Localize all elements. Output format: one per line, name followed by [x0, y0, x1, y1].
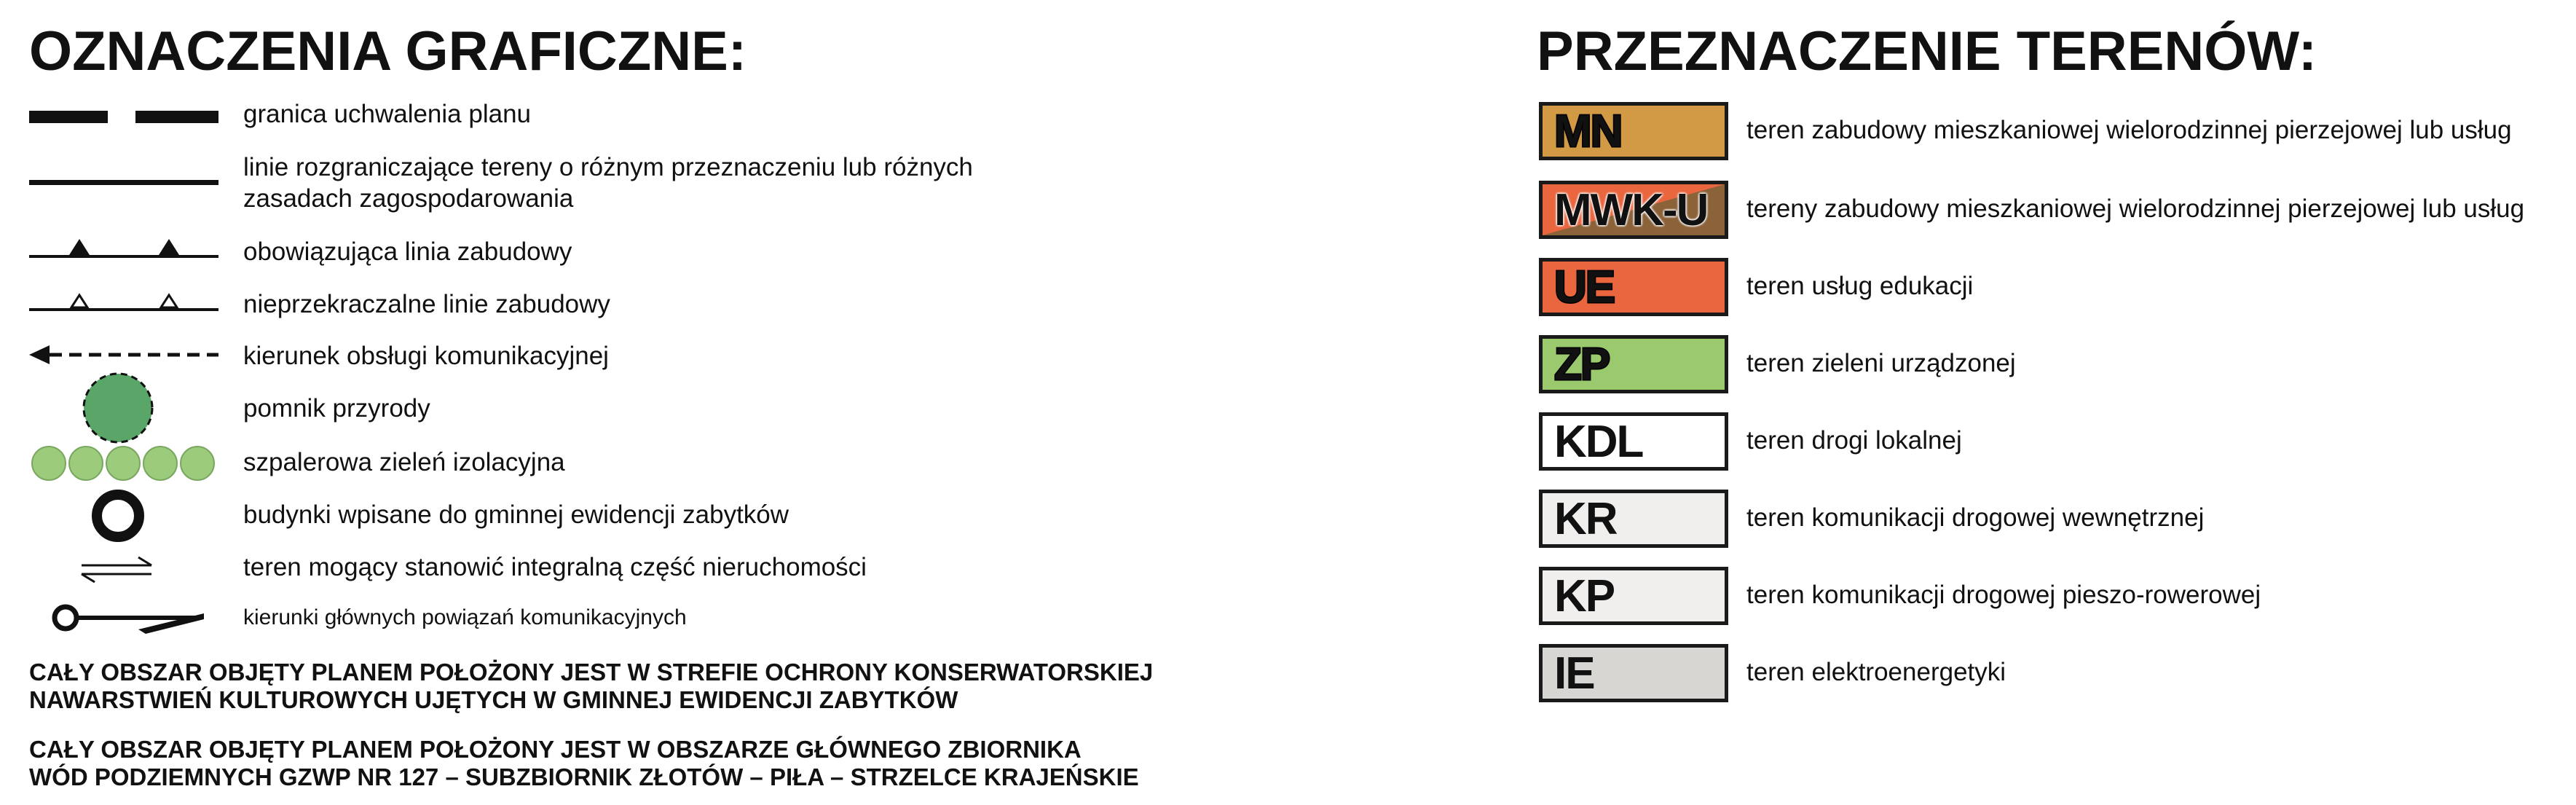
- solid-line-icon: [29, 178, 218, 188]
- groundwater-reservoir-note-cont: WÓD PODZIEMNYCH GZWP NR 127 – SUBZBIORNIK ZŁOTÓW – PIŁA – STRZELCE KRAJEŃSKIE: [29, 763, 1139, 790]
- land-use-code: MN: [1554, 106, 1622, 157]
- legend-label-heritage-buildings: budynki wpisane do gminnej ewidencji zabytków: [243, 500, 789, 529]
- legend-label-tree-row: szpalerowa zieleń izolacyjna: [243, 448, 565, 476]
- land-use-label-zp: teren zieleni urządzonej: [1746, 349, 2016, 377]
- graphic-symbols-heading: OZNACZENIA GRAFICZNE:: [29, 20, 747, 82]
- land-use-code: IE: [1554, 648, 1594, 699]
- land-use-code: KP: [1554, 571, 1615, 621]
- land-use-label-ue: teren usług edukacji: [1746, 272, 1974, 300]
- legend-label-building-line-limit: nieprzekraczalne linie zabudowy: [243, 290, 610, 318]
- double-half-arrow-icon: [29, 555, 218, 584]
- land-use-label-kdl: teren drogi lokalnej: [1746, 426, 1962, 455]
- land-use-swatch-mwk-u: [1539, 181, 1728, 239]
- land-use-code: KR: [1554, 494, 1617, 544]
- legend-label-dividing-lines: linie rozgraniczające tereny o różnym przeznaczeniu lub różnych: [243, 153, 973, 181]
- filled-triangle-line-icon: [29, 235, 218, 261]
- land-use-swatch-kr: [1539, 490, 1728, 548]
- land-use-swatch-ue: [1539, 258, 1728, 316]
- ring-icon: [29, 487, 218, 545]
- legend-label-access-direction: kierunek obsługi komunikacyjnej: [243, 342, 609, 370]
- conservation-zone-note-cont: NAWARSTWIEŃ KULTUROWYCH UJĘTYCH W GMINNEJ EWIDENCJI ZABYTKÓW: [29, 686, 958, 713]
- legend-label-plan-boundary: granica uchwalenia planu: [243, 100, 531, 128]
- conservation-zone-note: CAŁY OBSZAR OBJĘTY PLANEM POŁOŻONY JEST W STREFIE OCHRONY KONSERWATORSKIEJ: [29, 659, 1154, 686]
- circle-arrow-icon: [29, 602, 218, 638]
- legend-label-integral-part: teren mogący stanowić integralną część nieruchomości: [243, 553, 867, 581]
- groundwater-reservoir-note: CAŁY OBSZAR OBJĘTY PLANEM POŁOŻONY JEST W OBSZARZE GŁÓWNEGO ZBIORNIKA: [29, 736, 1082, 763]
- dashed-arrow-icon: [29, 344, 218, 366]
- land-use-code: KDL: [1554, 417, 1643, 467]
- land-use-code: UE: [1554, 262, 1615, 313]
- land-use-label-kr: teren komunikacji drogowej wewnętrznej: [1746, 503, 2205, 532]
- land-use-code: MWK-U: [1554, 185, 1708, 235]
- legend-label-nature-monument: pomnik przyrody: [243, 394, 430, 423]
- land-use-swatch-mn: [1539, 102, 1728, 160]
- land-use-swatch-zp: [1539, 335, 1728, 393]
- land-use-code: ZP: [1554, 339, 1610, 390]
- dashed-boundary-line-icon: [29, 106, 218, 128]
- land-use-swatch-ie: [1539, 644, 1728, 702]
- land-use-swatch-kp: [1539, 567, 1728, 625]
- open-triangle-line-icon: [29, 288, 218, 314]
- legend-label-mandatory-building-line: obowiązująca linia zabudowy: [243, 237, 572, 266]
- land-use-label-ie: teren elektroenergetyki: [1746, 658, 2006, 686]
- land-use-swatch-kdl: [1539, 412, 1728, 471]
- tree-row-icon: [29, 444, 218, 482]
- land-use-label-mn: teren zabudowy mieszkaniowej wielorodzinnej pierzejowej lub usług: [1746, 116, 2512, 144]
- legend-label-dividing-lines-cont: zasadach zagospodarowania: [243, 184, 574, 213]
- land-use-heading: PRZEZNACZENIE TERENÓW:: [1537, 20, 2317, 82]
- land-use-label-kp: teren komunikacji drogowej pieszo-rowerowej: [1746, 581, 2261, 609]
- land-use-label-mwk-u: tereny zabudowy mieszkaniowej wielorodzinnej pierzejowej lub usług: [1746, 195, 2525, 223]
- tree-monument-circle-icon: [29, 370, 218, 446]
- legend-label-main-connections: kierunki głównych powiązań komunikacyjnych: [243, 605, 687, 629]
